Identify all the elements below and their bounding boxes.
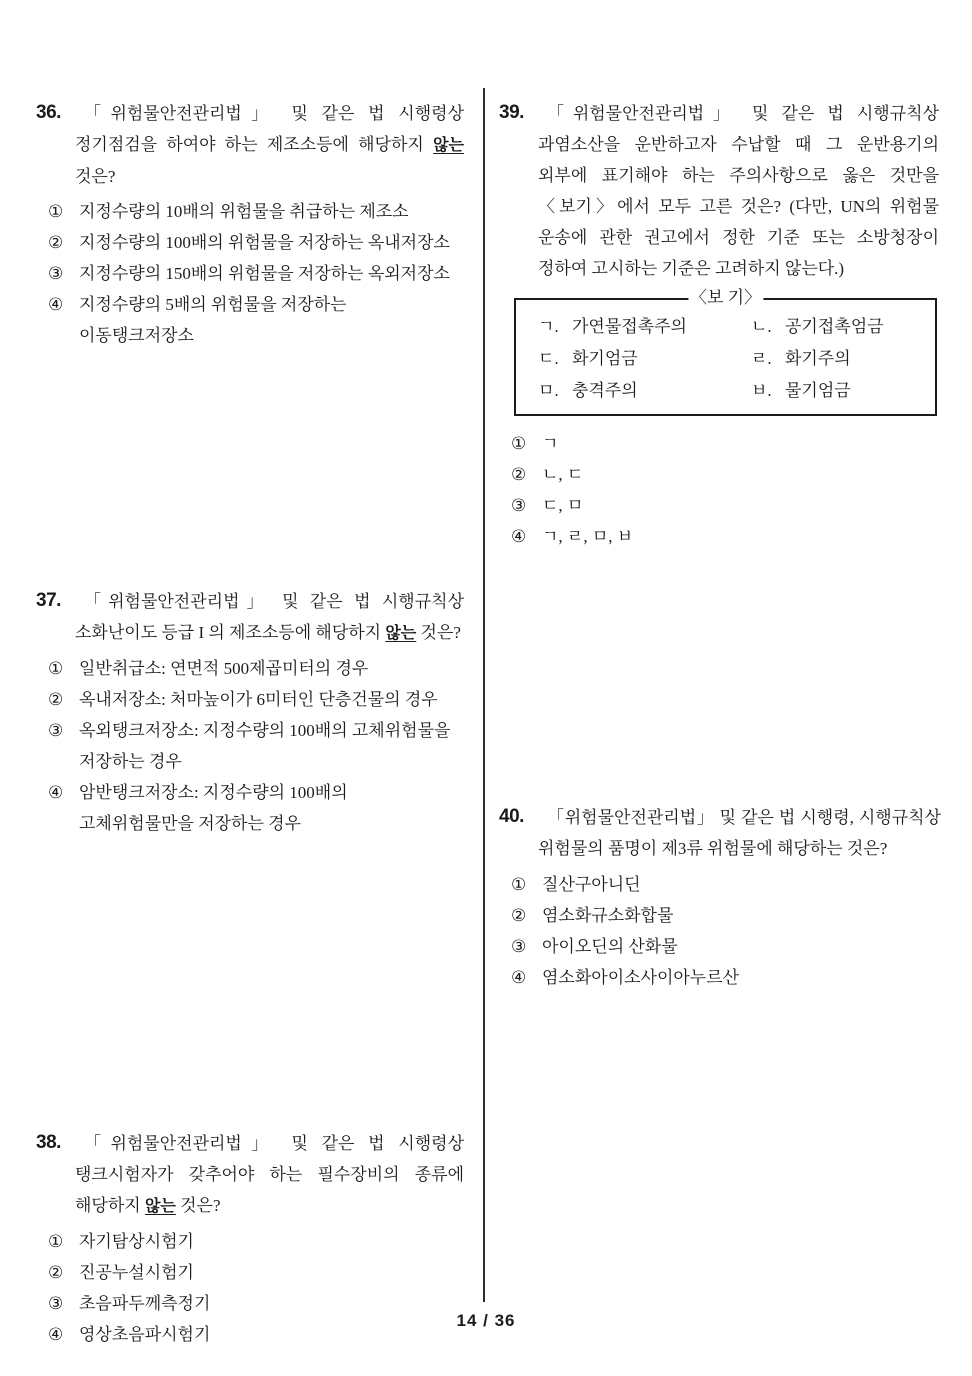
bogi-item-text: 화기주의 bbox=[785, 349, 851, 368]
question-stem bbox=[36, 98, 464, 192]
choice-marker: ③ bbox=[511, 496, 527, 515]
choice bbox=[48, 1257, 464, 1288]
choice-text: ㄷ, ㅁ bbox=[542, 496, 584, 515]
choice-marker: ① bbox=[48, 659, 64, 678]
choice-list bbox=[48, 196, 464, 351]
choice-marker: ④ bbox=[511, 527, 527, 546]
choice-text: 진공누설시험기 bbox=[79, 1263, 194, 1282]
question-number: 36. bbox=[36, 102, 61, 123]
bogi-title: 〈보 기〉 bbox=[688, 285, 763, 311]
choice-marker: ② bbox=[48, 1263, 64, 1282]
choice bbox=[48, 684, 464, 715]
bogi-item-marker: ㄱ. bbox=[538, 317, 559, 336]
bogi-grid bbox=[538, 311, 927, 407]
question-stem bbox=[36, 1128, 464, 1222]
stem-text: 「위험물안전관리법」 및 같은 법 시행규칙상 소화난이도 등급 I 의 제조소등에 해당하지 bbox=[75, 592, 464, 642]
stem-text-suffix: 것은? bbox=[416, 623, 461, 642]
bogi-item-text: 공기접촉엄금 bbox=[785, 317, 884, 336]
bogi-item bbox=[751, 343, 927, 375]
choice bbox=[48, 196, 464, 227]
choice-marker: ④ bbox=[48, 783, 64, 802]
choice bbox=[48, 777, 464, 839]
choice-text: 염소화아이소사이아누르산 bbox=[542, 968, 740, 987]
choice bbox=[511, 962, 941, 993]
stem-text-suffix: 것은? bbox=[175, 1196, 221, 1215]
question-39 bbox=[499, 98, 939, 552]
choice-text: ㄱ bbox=[542, 434, 559, 453]
choice-text: ㄴ, ㄷ bbox=[542, 465, 584, 484]
stem-emphasis: 않는 bbox=[433, 137, 464, 154]
choice-text: 지정수량의 150배의 위험물을 저장하는 옥외저장소 bbox=[79, 264, 450, 283]
choice bbox=[48, 715, 464, 777]
choice-text: 염소화규소화합물 bbox=[542, 906, 674, 925]
stem-emphasis: 않는 bbox=[385, 625, 417, 642]
bogi-box bbox=[514, 288, 937, 416]
choice-marker: ① bbox=[48, 202, 64, 221]
question-36 bbox=[36, 98, 464, 351]
question-number: 40. bbox=[499, 806, 524, 827]
choice-text: 옥내저장소: 처마높이가 6미터인 단층건물의 경우 bbox=[79, 690, 438, 709]
bogi-item-marker: ㄹ. bbox=[751, 349, 772, 368]
bogi-item-marker: ㄴ. bbox=[751, 317, 772, 336]
choice bbox=[511, 490, 939, 521]
choice-marker: ② bbox=[48, 690, 64, 709]
question-number: 39. bbox=[499, 102, 524, 123]
choice bbox=[48, 653, 464, 684]
bogi-item bbox=[751, 375, 927, 407]
bogi-item bbox=[538, 343, 751, 375]
bogi-item-text: 물기엄금 bbox=[785, 381, 851, 400]
choice-text: 초음파두께측정기 bbox=[79, 1294, 211, 1313]
choice-marker: ④ bbox=[48, 295, 64, 314]
choice-list bbox=[48, 653, 464, 839]
question-number: 38. bbox=[36, 1132, 61, 1153]
choice bbox=[511, 459, 939, 490]
choice-marker: ③ bbox=[511, 937, 527, 956]
choice bbox=[511, 521, 939, 552]
choice-marker: ④ bbox=[511, 968, 527, 987]
choice-list bbox=[48, 1226, 464, 1350]
question-40 bbox=[499, 802, 941, 993]
stem-emphasis: 않는 bbox=[144, 1198, 176, 1215]
choice-marker: ② bbox=[511, 906, 527, 925]
stem-text: 「위험물안전관리법」 및 같은 법 시행령상 정기점검을 하여야 하는 제조소등에 해당하지 bbox=[75, 104, 464, 154]
choice bbox=[48, 1226, 464, 1257]
stem-text: 「위험물안전관리법」 및 같은 법 시행규칙상 과염소산을 운반하고자 수납할 때 그 운반용기의 외부에 표기해야 하는 주의사항으로 옳은 것만을 〈보기〉에서 모두 고른 것은? (다만, UN의 위험물 운송에 관한 권고에서 정한 기준 또는 소방청장이 정하여 고시하는 기준은 고려하지 않는다.) bbox=[538, 104, 939, 278]
choice-text: ㄱ, ㄹ, ㅁ, ㅂ bbox=[542, 527, 634, 546]
question-37 bbox=[36, 586, 464, 839]
choice-marker: ① bbox=[511, 434, 527, 453]
choice bbox=[511, 428, 939, 459]
page-number: 14 / 36 bbox=[456, 1311, 516, 1330]
choice-text: 자기탐상시험기 bbox=[79, 1232, 194, 1251]
choice-text: 암반탱크저장소: 지정수량의 100배의 고체위험물만을 저장하는 경우 bbox=[79, 783, 348, 833]
bogi-item-marker: ㅁ. bbox=[538, 381, 559, 400]
choice-text: 지정수량의 10배의 위험물을 취급하는 제조소 bbox=[79, 202, 409, 221]
choice bbox=[511, 869, 941, 900]
question-number: 37. bbox=[36, 590, 61, 611]
stem-text-suffix: 것은? bbox=[75, 167, 116, 186]
stem-text: 「위험물안전관리법」 및 같은 법 시행령상 탱크시험자가 갖추어야 하는 필수장비의 종류에 해당하지 bbox=[75, 1134, 464, 1215]
choice-marker: ③ bbox=[48, 721, 64, 740]
bogi-item-text: 화기엄금 bbox=[572, 349, 638, 368]
choice-text: 아이오딘의 산화물 bbox=[542, 937, 678, 956]
bogi-item-text: 가연물접촉주의 bbox=[572, 317, 687, 336]
question-stem bbox=[499, 802, 941, 865]
bogi-item-marker: ㅂ. bbox=[751, 381, 772, 400]
question-stem bbox=[36, 586, 464, 649]
choice-text: 질산구아니딘 bbox=[542, 875, 641, 894]
choice bbox=[48, 258, 464, 289]
choice-marker: ③ bbox=[48, 1294, 64, 1313]
column-divider bbox=[483, 88, 485, 1302]
bogi-item bbox=[538, 311, 751, 343]
choice bbox=[511, 900, 941, 931]
choice-text: 지정수량의 100배의 위험물을 저장하는 옥내저장소 bbox=[79, 233, 450, 252]
choice bbox=[48, 227, 464, 258]
choice-text: 옥외탱크저장소: 지정수량의 100배의 고체위험물을 저장하는 경우 bbox=[79, 721, 451, 771]
stem-text: 「위험물안전관리법」 및 같은 법 시행령, 시행규칙상 위험물의 품명이 제3류 위험물에 해당하는 것은? bbox=[538, 808, 941, 858]
choice-marker: ④ bbox=[48, 1325, 64, 1344]
choice bbox=[48, 289, 464, 351]
question-stem bbox=[499, 98, 939, 285]
bogi-item bbox=[538, 375, 751, 407]
choice-marker: ① bbox=[511, 875, 527, 894]
choice bbox=[511, 931, 941, 962]
bogi-item bbox=[751, 311, 927, 343]
choice-list bbox=[511, 428, 939, 552]
choice-marker: ③ bbox=[48, 264, 64, 283]
bogi-item-marker: ㄷ. bbox=[538, 349, 559, 368]
choice-marker: ① bbox=[48, 1232, 64, 1251]
bogi-item-text: 충격주의 bbox=[572, 381, 638, 400]
choice-marker: ② bbox=[48, 233, 64, 252]
choice-text: 지정수량의 5배의 위험물을 저장하는 이동탱크저장소 bbox=[79, 295, 347, 345]
choice-text: 영상초음파시험기 bbox=[79, 1325, 211, 1344]
choice-marker: ② bbox=[511, 465, 527, 484]
choice-list bbox=[511, 869, 941, 993]
choice-text: 일반취급소: 연면적 500제곱미터의 경우 bbox=[79, 659, 369, 678]
